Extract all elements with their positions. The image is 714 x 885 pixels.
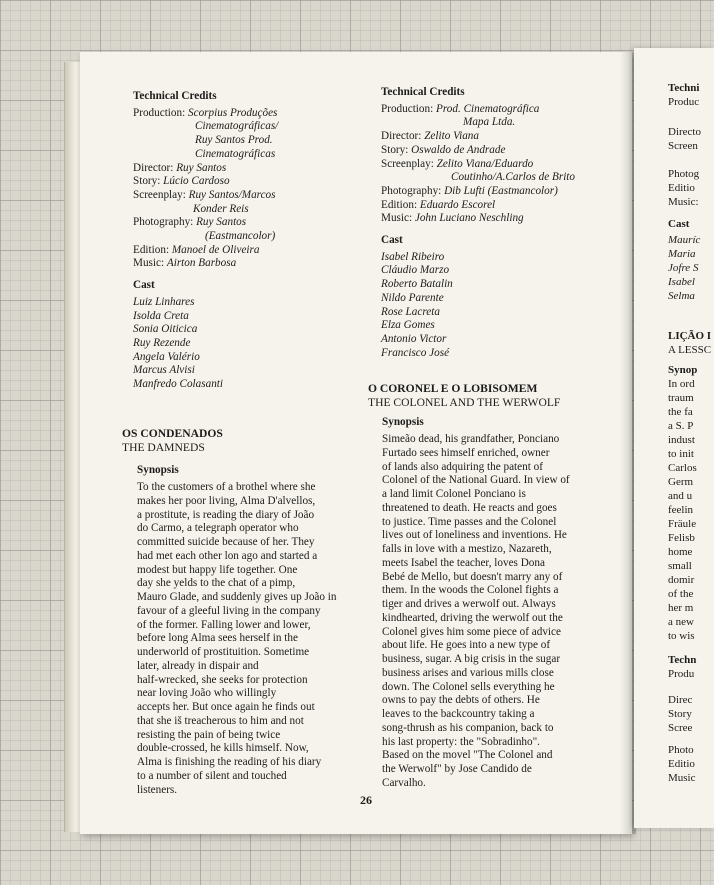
synopsis-line: makes her poor living, Alma D'alvellos,: [137, 494, 316, 507]
film-title-english: THE COLONEL AND THE WERWOLF: [368, 395, 561, 409]
synopsis-line: to justice. Time passes and the Colonel: [382, 515, 557, 528]
book-page-right-partial: [634, 48, 714, 828]
next-page-fragment: of the: [668, 588, 694, 600]
production-value: Mapa Ltda.: [463, 116, 516, 129]
next-page-fragment: A LESSC: [668, 344, 712, 356]
cast-member: Luiz Linhares: [133, 295, 195, 308]
next-page-fragment: Fräule: [668, 518, 697, 530]
screenplay-row: [133, 189, 358, 203]
next-page-fragment: Synop: [668, 364, 698, 376]
synopsis-line: accepts her. But once again he finds out: [137, 701, 315, 714]
cast-member: Manfredo Colasanti: [133, 378, 224, 391]
credits-heading: Technical Credits: [133, 90, 217, 102]
next-page-fragment: Maria: [668, 248, 696, 260]
edition-value: Eduardo Escorel: [419, 198, 496, 211]
synopsis-line: meets Isabel the teacher, loves Dona: [382, 556, 545, 569]
cast-member: Nildo Parente: [381, 291, 444, 304]
synopsis-line: owns to pay the debts of others. He: [382, 694, 540, 707]
next-page-fragment: Produc: [668, 96, 700, 108]
cast-member: Angela Valério: [133, 350, 200, 363]
story-row: [133, 175, 358, 189]
next-page-fragment: domir: [668, 574, 695, 586]
next-page-fragment: Techn: [668, 654, 697, 666]
synopsis-line: threatened to death. He reacts and goes: [382, 501, 557, 514]
synopsis-line: Colonel gives him some piece of advice: [382, 625, 561, 638]
synopsis-line: to a number of silent and touched: [137, 769, 287, 782]
cast-member: Roberto Batalin: [381, 278, 453, 291]
next-page-fragment: Photog: [668, 168, 700, 180]
next-page-fragment: a S. P: [668, 420, 694, 432]
synopsis-line: To the customers of a brothel where she: [137, 481, 316, 494]
next-page-fragment: home: [668, 546, 693, 558]
synopsis-line: tiger and drives a werwolf out. Always: [382, 598, 556, 611]
screenplay-value: Ruy Santos/Marcos: [188, 188, 276, 201]
synopsis-line: lives out of loneliness and inventions. He: [382, 529, 567, 542]
synopsis-line: Bebé de Mello, but doesn't marry any of: [382, 570, 563, 583]
synopsis-line: do Carmo, a telegraph operator who: [137, 522, 299, 535]
synopsis-line: later, already in dispair and: [137, 659, 259, 672]
next-page-fragment: Direc: [668, 694, 693, 706]
next-page-fragment: Produ: [668, 668, 695, 680]
synopsis-line: favour of a gleeful living in the company: [137, 604, 321, 617]
screenplay-value: Konder Reis: [193, 202, 249, 215]
music-label: Music:: [133, 257, 165, 270]
edition-row: [133, 244, 358, 258]
photography-value: (Eastmancolor): [205, 230, 276, 243]
film-title: OS CONDENADOS: [122, 427, 223, 440]
credits-heading: Technical Credits: [381, 86, 465, 98]
screenplay-value: Zelito Viana/Eduardo: [436, 157, 534, 170]
synopsis-line: Alma is finishing the reading of his diary: [137, 756, 322, 769]
synopsis-line: a land limit Colonel Ponciano is: [382, 488, 526, 501]
edition-label: Edition:: [381, 198, 418, 211]
cast-member: Isolda Creta: [133, 309, 189, 322]
next-page-fragment: Techni: [668, 82, 700, 94]
next-page-fragment: Selma: [668, 290, 695, 302]
cast-member: Elza Gomes: [381, 319, 435, 332]
screenplay-label: Screenplay:: [133, 188, 186, 201]
next-page-fragment: to wis: [668, 630, 695, 642]
next-page-fragment: Cast: [668, 218, 690, 230]
director-row: [381, 130, 596, 144]
synopsis-line: listeners.: [137, 783, 178, 796]
synopsis-line: resisting the pain of being twice: [137, 728, 281, 741]
story-value: Oswaldo de Andrade: [411, 143, 506, 156]
next-page-fragment: Editio: [668, 758, 695, 770]
next-page-fragment: Music:: [668, 196, 699, 208]
synopsis-line: before long Alma sees herself in the: [137, 632, 298, 645]
music-row: [133, 257, 358, 271]
next-page-fragment: Mauríc: [668, 234, 701, 246]
next-page-fragment: Germ: [668, 476, 694, 488]
synopsis-line: his last property: the "Sobradinho".: [382, 735, 540, 748]
film-title: O CORONEL E O LOBISOMEM: [368, 382, 538, 395]
production-label: Production:: [381, 102, 434, 115]
director-label: Director:: [133, 161, 174, 174]
next-page-fragment: a new: [668, 616, 694, 628]
synopsis-line: underworld of prostituition. Sometime: [137, 646, 310, 659]
production-row: [381, 103, 596, 117]
next-page-fragment: Editio: [668, 182, 695, 194]
synopsis-line: the Werwolf" by Jose Candido de: [382, 763, 532, 776]
photography-value: Ruy Santos: [196, 216, 247, 229]
synopsis-line: committed suicide because of her. They: [137, 536, 315, 549]
music-value: John Luciano Neschling: [414, 212, 524, 225]
cast-member: Antonio Victor: [381, 332, 447, 345]
story-value: Lúcio Cardoso: [163, 175, 230, 188]
cast-member: Ruy Rezende: [133, 336, 191, 349]
next-page-fragment: Screen: [668, 140, 698, 152]
synopsis-line: kindhearted, driving the werwolf out the: [382, 611, 563, 624]
next-page-fragment: Music: [668, 772, 696, 784]
photography-row: [133, 216, 358, 230]
cast-member: Isabel Ribeiro: [381, 250, 445, 263]
edition-label: Edition:: [133, 243, 170, 256]
production-row: [133, 107, 358, 121]
next-page-fragment: Story: [668, 708, 692, 720]
story-label: Story:: [133, 175, 161, 188]
synopsis-line: about life. He goes into a new type of: [382, 639, 551, 652]
screenplay-value: Coutinho/A.Carlos de Brito: [451, 171, 576, 184]
next-page-fragment: to init: [668, 448, 694, 460]
synopsis-line: falls in love with a mestizo, Nazareth,: [382, 543, 552, 556]
synopsis-line: of the former. Falling lower and lower,: [137, 618, 311, 631]
synopsis-line: song-thrush as his companion, back to: [382, 721, 554, 734]
edition-value: Manoel de Oliveira: [171, 243, 260, 256]
next-page-fragment: Scree: [668, 722, 693, 734]
next-page-fragment: Photo: [668, 744, 694, 756]
production-label: Production:: [133, 106, 186, 119]
next-page-fragment: In ord: [668, 378, 695, 390]
director-value: Zelito Viana: [424, 130, 479, 143]
screenplay-row: [381, 158, 596, 172]
synopsis-line: modest but happy life together. One: [137, 563, 298, 576]
synopsis-line: day she yelds to the chat of a pimp,: [137, 577, 296, 590]
photography-label: Photography:: [133, 216, 194, 229]
next-page-fragment: small: [668, 560, 692, 572]
music-row: [381, 212, 596, 226]
cast-member: Cláudio Marzo: [381, 264, 450, 277]
left-column: [133, 90, 358, 392]
director-row: [133, 162, 358, 176]
synopsis-line: Based on the movel "The Colonel and: [382, 749, 553, 762]
next-page-fragment: indust: [668, 434, 695, 446]
music-value: Airton Barbosa: [166, 257, 237, 270]
next-page-fragment: and u: [668, 490, 693, 502]
next-page-fragment: Isabel: [668, 276, 695, 288]
cast-member: Francisco José: [381, 346, 450, 359]
synopsis-line: Colonel of the National Guard. In view of: [382, 474, 570, 487]
cast-member: Marcus Alvisi: [133, 364, 195, 377]
cast-heading: Cast: [381, 234, 403, 247]
next-page-fragment: the fa: [668, 406, 693, 418]
synopsis-line: Mauro Glade, and suddenly gives up João in: [137, 591, 337, 604]
film-title-english: THE DAMNEDS: [122, 440, 205, 454]
next-page-fragment: LIÇÃO I: [668, 330, 712, 342]
synopsis-heading: Synopsis: [382, 416, 424, 429]
synopsis-line: a prostitute, is reading the diary of João: [137, 508, 315, 521]
photography-label: Photography:: [381, 184, 442, 197]
synopsis-line: Carvalho.: [382, 776, 426, 789]
next-page-fragment: Jofre S: [668, 262, 699, 274]
cast-member: Sonia Oiticica: [133, 323, 198, 336]
next-page-fragment: Carlos: [668, 462, 697, 474]
music-label: Music:: [381, 212, 413, 225]
next-page-fragment: Directo: [668, 126, 701, 138]
synopsis-line: near loving João who willingly: [137, 687, 277, 700]
synopsis-line: business, sugar. A big crisis in the sugar: [382, 653, 561, 666]
photography-row: [381, 185, 596, 199]
cast-heading: Cast: [133, 279, 155, 292]
synopsis-line: had met each other lon ago and started a: [137, 549, 318, 562]
next-page-fragment: feelin: [668, 504, 694, 516]
next-page-fragment: her m: [668, 602, 694, 614]
synopsis-heading: Synopsis: [137, 464, 179, 477]
synopsis-text: [122, 481, 362, 797]
photography-value: Dib Lufti (Eastmancolor): [444, 184, 558, 197]
director-label: Director:: [381, 130, 422, 143]
cast-member: Rose Lacreta: [381, 305, 440, 318]
synopsis-line: leaves to the backcountry taking a: [382, 708, 535, 721]
left-film-block: [122, 427, 362, 797]
synopsis-line: of lands also adquiring the patent of: [382, 460, 543, 473]
right-film-block: [368, 382, 618, 791]
production-value: Cinematográficas: [195, 147, 276, 160]
synopsis-text: [368, 433, 618, 791]
synopsis-line: Furtado sees himself enriched, owner: [382, 446, 550, 459]
synopsis-line: Simeão dead, his grandfather, Ponciano: [382, 433, 560, 446]
right-column: [381, 86, 596, 360]
next-page-fragment: Felisb: [668, 532, 695, 544]
page-number: 26: [360, 793, 372, 807]
story-label: Story:: [381, 143, 409, 156]
synopsis-line: that she iš treacherous to him and not: [137, 714, 304, 727]
production-value: Ruy Santos Prod.: [195, 134, 273, 147]
synopsis-line: half-wrecked, she seeks for protection: [137, 673, 308, 686]
synopsis-line: business arises and various mills close: [382, 666, 554, 679]
production-value: Scorpius Produções: [188, 106, 278, 119]
production-value: Prod. Cinematográfica: [436, 102, 540, 115]
screenplay-label: Screenplay:: [381, 157, 434, 170]
director-value: Ruy Santos: [176, 161, 227, 174]
synopsis-line: them. In the woods the Colonel fights a: [382, 584, 559, 597]
edition-row: [381, 199, 596, 213]
story-row: [381, 144, 596, 158]
synopsis-line: double-crossed, he kills himself. Now,: [137, 742, 309, 755]
next-page-fragment: traum: [668, 392, 694, 404]
synopsis-line: down. The Colonel sells everything he: [382, 680, 555, 693]
production-value: Cinematográficas/: [195, 120, 279, 133]
